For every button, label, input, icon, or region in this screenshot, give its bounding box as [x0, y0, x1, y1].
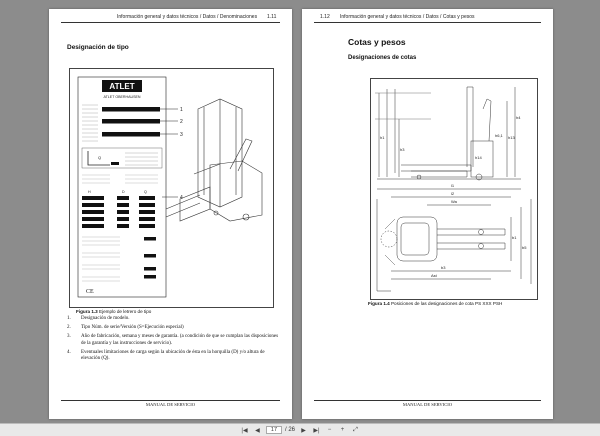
left-page-footer: MANUAL DE SERVICIO [145, 402, 196, 407]
header-rule [61, 22, 280, 23]
footer-rule [61, 400, 280, 401]
first-page-icon[interactable]: |◀ [241, 427, 248, 434]
figure-1-3-text: Ejemplo de letrero de tipo [98, 309, 152, 314]
dim-h1: h1 [380, 135, 385, 140]
dim-h14: h14 [475, 155, 482, 160]
last-page-icon[interactable]: ▶| [313, 427, 320, 434]
dimension-figure [370, 78, 538, 300]
zoom-out-icon[interactable]: − [327, 427, 332, 433]
prev-page-icon[interactable]: ◀ [255, 427, 260, 434]
svg-text:Q: Q [98, 155, 102, 160]
dim-l1: l1 [451, 183, 455, 188]
dim-b3: b3 [441, 265, 446, 270]
callout-1: 1 [180, 107, 183, 113]
dim-l2: l2 [451, 191, 455, 196]
svg-text:D: D [122, 190, 125, 194]
dim-ast: Ast [431, 273, 437, 278]
left-page [49, 9, 292, 419]
left-page-number: 1.11 [267, 14, 277, 20]
dimension-drawing [371, 79, 539, 301]
header-rule [314, 22, 541, 23]
dim-h61: h6,1 [495, 133, 503, 138]
figure-1-3-caption [76, 309, 151, 314]
list-item: 3. Año de fabricación, semana y meses de garantía. (a condición de que se cumplan las disposiciones de la garantía y las instrucciones de servicio). [67, 334, 279, 346]
svg-text:Q: Q [144, 190, 147, 194]
dim-b5: b5 [522, 245, 527, 250]
right-page-subtitle: Designaciones de cotas [348, 55, 417, 61]
dim-wa: Wa [451, 199, 457, 204]
dim-h3: h3 [400, 147, 405, 152]
right-page-number: 1.12 [320, 14, 330, 20]
page-total: / 26 [284, 427, 295, 433]
plate-brand: ATLET [109, 82, 135, 91]
callout-4: 4 [180, 195, 183, 201]
footer-rule [314, 400, 541, 401]
svg-text:H: H [88, 190, 91, 194]
list-item: 4. Eventuales limitaciones de carga según la ubicación de ésta en la horquilla (D) y/o altura de elevación (Q). [67, 349, 265, 362]
dim-h4: h4 [516, 115, 521, 120]
figure-1-4-caption [368, 301, 502, 306]
figure-1-3-label: Figura 1.3 [76, 309, 98, 314]
section-title: Designación de tipo [67, 44, 129, 51]
type-plate-figure [69, 68, 274, 308]
right-page-footer: MANUAL DE SERVICIO [402, 402, 453, 407]
next-page-icon[interactable]: ▶ [301, 427, 306, 434]
right-page-title: Cotas y pesos [348, 37, 406, 47]
designation-list [67, 316, 282, 365]
left-page-header: Información general y datos técnicos / Datos / Denominaciones [117, 14, 258, 20]
zoom-in-icon[interactable]: + [340, 427, 345, 433]
figure-1-4-text: Posiciones de las designaciones de cota PS XXX PSH [390, 301, 503, 306]
viewer-toolbar [0, 423, 600, 436]
right-page [302, 9, 553, 419]
callout-3: 3 [180, 132, 183, 138]
right-page-header: Información general y datos técnicos / Datos / Cotas y pesos [340, 14, 475, 20]
plate-maker: ATLET OBERHAUSEN [103, 95, 141, 99]
type-plate-drawing [70, 69, 275, 309]
callout-2: 2 [180, 119, 183, 125]
figure-1-4-label: Figura 1.4 [368, 301, 390, 306]
page-number-input[interactable]: 17 [266, 426, 282, 434]
dim-h13: h13 [508, 135, 515, 140]
fit-page-icon[interactable]: ⤢ [353, 426, 358, 433]
list-item: 2. Tipo Núm. de serie/Versión (S=Ejecución especial) [67, 325, 184, 331]
ce-mark: CE [86, 289, 94, 295]
list-item: 1. Designación de modelo. [67, 316, 130, 321]
page-indicator [266, 426, 295, 434]
dim-b1: b1 [512, 235, 517, 240]
truck-sketch [166, 99, 262, 221]
